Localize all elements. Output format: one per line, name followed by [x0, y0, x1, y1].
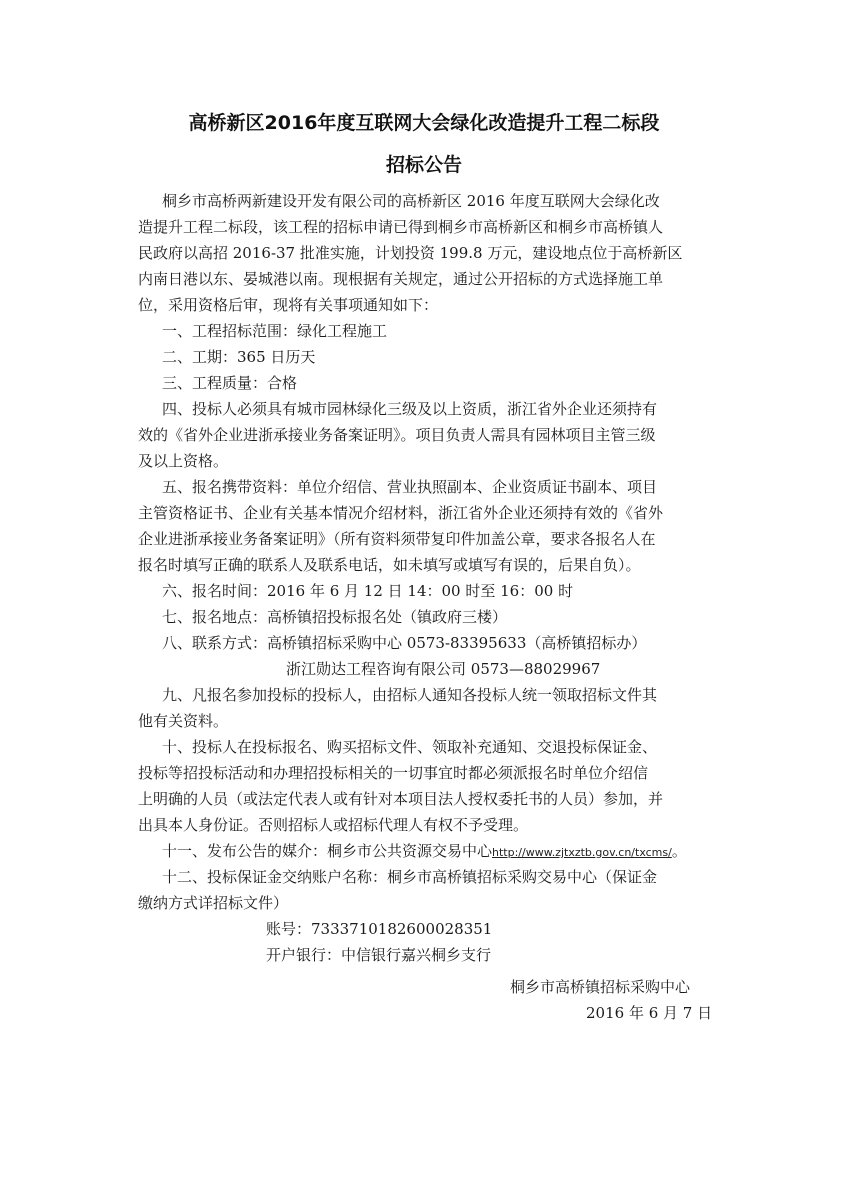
item-contact-second: 浙江勋达工程咨询有限公司 0573—88029967 — [286, 660, 601, 678]
issue-date: 2016 年 6 月 7 日 — [586, 1004, 713, 1022]
body-line: 内南日港以东、晏城港以南。现根据有关规定，通过公开招标的方式选择施工单 — [138, 270, 664, 288]
body-line: 位，采用资格后审，现将有关事项通知如下： — [138, 296, 439, 314]
body-line: 桐乡市高桥两新建设开发有限公司的高桥新区 2016 年度互联网大会绿化改 — [162, 192, 660, 210]
item-registration-place: 七、报名地点：高桥镇招投标报名处（镇政府三楼） — [162, 608, 508, 626]
item-documents-collection: 九、凡报名参加投标的投标人，由招标人通知各投标人统一领取招标文件其 — [162, 686, 658, 704]
item-duration: 二、工期：365 日历天 — [162, 348, 316, 366]
item-media-label: 十一、发布公告的媒介：桐乡市公共资源交易中心 — [162, 842, 493, 860]
media-url-link[interactable]: http://www.zjtxztb.gov.cn/txcms/ — [492, 846, 672, 859]
item-registration-time: 六、报名时间：2016 年 6 月 12 日 14：00 时至 16：00 时 — [162, 582, 574, 600]
item-scope: 一、工程招标范围：绿化工程施工 — [162, 322, 388, 340]
body-line: 报名时填写正确的联系人及联系电话，如未填写或填写有误的，后果自负）。 — [138, 556, 641, 574]
item-quality: 三、工程质量：合格 — [162, 374, 298, 392]
notice-title: 高桥新区2016年度互联网大会绿化改造提升工程二标段 — [188, 112, 660, 134]
body-line: 造提升工程二标段，该工程的招标申请已得到桐乡市高桥新区和桐乡市高桥镇人 — [138, 218, 664, 236]
item-media — [162, 840, 748, 864]
item-representative: 十、投标人在投标报名、购买招标文件、领取补充通知、交退投标保证金、 — [162, 738, 658, 756]
issuer-signature: 桐乡市高桥镇招标采购中心 — [510, 978, 691, 996]
body-line: 企业进浙承接业务备案证明》（所有资料须带复印件加盖公章，要求各报名人在 — [138, 530, 656, 548]
item-deposit: 十二、投标保证金交纳账户名称：桐乡市高桥镇招标采购交易中心（保证金 — [162, 868, 658, 886]
body-line: 效的《省外企业进浙承接业务备案证明》。项目负责人需具有园林项目主管三级 — [138, 426, 656, 444]
item-media-suffix: 。 — [671, 842, 687, 860]
body-line: 及以上资格。 — [138, 452, 229, 470]
account-number: 账号：7333710182600028351 — [266, 920, 493, 938]
body-line: 投标等招投标活动和办理招投标相关的一切事宜时都必须派报名时单位介绍信 — [138, 764, 649, 782]
notice-subtitle: 招标公告 — [385, 154, 462, 176]
body-line: 他有关资料。 — [138, 712, 229, 730]
body-line: 出具本人身份证。否则招标人或招标代理人有权不予受理。 — [138, 816, 529, 834]
body-line: 主管资格证书、企业有关基本情况介绍材料，浙江省外企业还须持有效的《省外 — [138, 504, 664, 522]
bank-name: 开户银行：中信银行嘉兴桐乡支行 — [266, 946, 492, 964]
body-line: 缴纳方式详招标文件） — [138, 894, 289, 912]
item-qualification: 四、投标人必须具有城市园林绿化三级及以上资质，浙江省外企业还须持有 — [162, 400, 658, 418]
item-documents: 五、报名携带资料：单位介绍信、营业执照副本、企业资质证书副本、项目 — [162, 478, 658, 496]
body-line: 上明确的人员（或法定代表人或有针对本项目法人授权委托书的人员）参加，并 — [138, 790, 664, 808]
item-contact: 八、联系方式：高桥镇招标采购中心 0573-83395633（高桥镇招标办） — [162, 634, 647, 652]
body-line: 民政府以高招 2016-37 批准实施，计划投资 199.8 万元，建设地点位于高桥新区 — [138, 244, 683, 262]
